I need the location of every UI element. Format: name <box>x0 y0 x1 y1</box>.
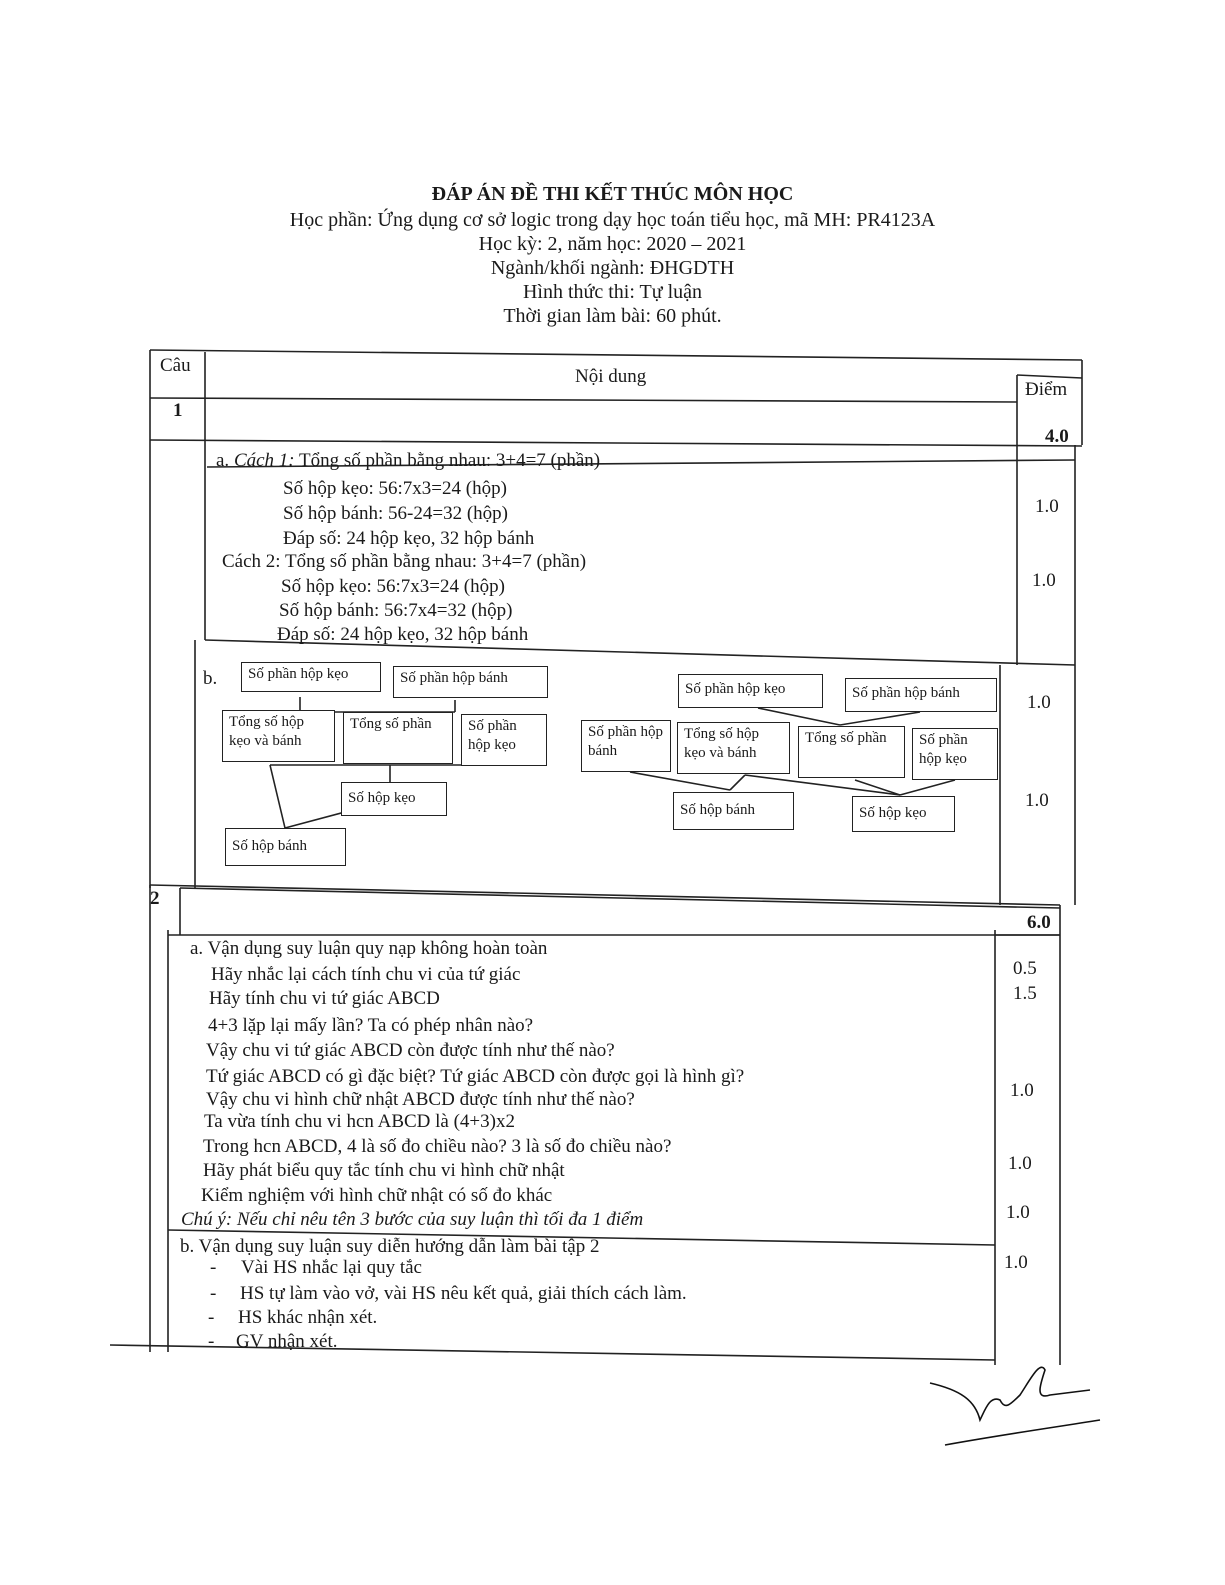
bullet-dash: - <box>210 1257 217 1278</box>
diagram1-box-so-phan-hop-banh: Số phần hộp bánh <box>393 666 548 698</box>
diagram1-box-tong-so-phan: Tổng số phần <box>343 712 453 764</box>
q2-total-score: 6.0 <box>1027 912 1051 933</box>
header-diem: Điểm <box>1025 379 1068 400</box>
q2-b-bullet: HS khác nhận xét. <box>238 1307 378 1328</box>
major-line: Ngành/khối ngành: ĐHGDTH <box>490 257 735 279</box>
semester-line: Học kỳ: 2, năm học: 2020 – 2021 <box>478 233 747 255</box>
q2-b-bullet: GV nhận xét. <box>236 1331 338 1352</box>
q2-score: 1.5 <box>1013 983 1037 1004</box>
signature <box>930 1367 1100 1445</box>
q1-score-b1: 1.0 <box>1027 692 1051 713</box>
q2-a-title: a. Vận dụng suy luận quy nạp không hoàn toàn <box>190 938 548 959</box>
diagram1-box-so-phan-hop-keo-2: Số phần hộp kẹo <box>461 714 547 766</box>
q1-c2-line3: Số hộp bánh: 56:7x4=32 (hộp) <box>279 600 513 621</box>
diagram2-box-so-phan-hop-keo-2: Số phần hộp kẹo <box>912 728 998 780</box>
diagram2-box-so-hop-keo: Số hộp kẹo <box>852 796 955 832</box>
q2-a-line: 4+3 lặp lại mấy lần? Ta có phép nhân nào? <box>208 1015 534 1036</box>
q2-a-line: Kiểm nghiệm với hình chữ nhật có số đo khác <box>201 1185 553 1206</box>
q2-note: Chú ý: Nếu chỉ nêu tên 3 bước của suy luận thì tối đa 1 điểm <box>181 1209 644 1230</box>
diagram1-box-tong-so-hop: Tổng số hộp kẹo và bánh <box>222 710 335 762</box>
q2-b-title: b. Vận dụng suy luận suy diễn hướng dẫn làm bài tập 2 <box>180 1236 600 1257</box>
header-noi-dung: Nội dung <box>575 366 647 387</box>
diagram2-box-tong-so-phan: Tổng số phần <box>798 726 905 778</box>
q1-total-score: 4.0 <box>1045 426 1069 447</box>
diagram1-box-so-phan-hop-keo: Số phần hộp kẹo <box>241 662 381 692</box>
bullet-dash: - <box>210 1283 217 1304</box>
q1-a-cach1: a. Cách 1: Tổng số phần bằng nhau: 3+4=7 (phần) <box>216 450 601 471</box>
q2-b-bullet: Vài HS nhắc lại quy tắc <box>241 1257 422 1278</box>
q2-a-line: Hãy phát biểu quy tắc tính chu vi hình chữ nhật <box>203 1160 565 1181</box>
diagram1-box-so-hop-banh: Số hộp bánh <box>225 828 346 866</box>
q2-score: 1.0 <box>1006 1202 1030 1223</box>
q2-b-bullet: HS tự làm vào vở, vài HS nêu kết quả, giải thích cách làm. <box>240 1283 687 1304</box>
q2-score: 0.5 <box>1013 958 1037 979</box>
q1-score-a2: 1.0 <box>1032 570 1056 591</box>
q2-a-line: Tứ giác ABCD có gì đặc biệt? Tứ giác ABCD còn được gọi là hình gì? <box>206 1066 745 1087</box>
q1-c2-line2: Số hộp kẹo: 56:7x3=24 (hộp) <box>281 576 505 597</box>
diagram2-box-tong-so-hop: Tổng số hộp kẹo và bánh <box>677 722 790 774</box>
page-title: ĐÁP ÁN ĐỀ THI KẾT THÚC MÔN HỌC <box>431 183 794 205</box>
duration-line: Thời gian làm bài: 60 phút. <box>503 305 722 327</box>
format-line: Hình thức thi: Tự luận <box>522 281 703 303</box>
q2-score-b: 1.0 <box>1004 1252 1028 1273</box>
diagram2-box-so-phan-hop-banh: Số phần hộp bánh <box>845 678 997 712</box>
q1-c2-answer: Đáp số: 24 hộp kẹo, 32 hộp bánh <box>277 624 529 645</box>
diagram2-box-so-phan-hop-keo: Số phần hộp kẹo <box>678 674 823 708</box>
diagram2-box-so-phan-hop-banh-2: Số phần hộp bánh <box>581 720 671 772</box>
diagram1-box-so-hop-keo: Số hộp kẹo <box>341 782 447 816</box>
q1-b-label: b. <box>203 668 218 689</box>
q2-a-line: Ta vừa tính chu vi hcn ABCD là (4+3)x2 <box>204 1111 515 1132</box>
bullet-dash: - <box>208 1307 215 1328</box>
q2-number: 2 <box>150 888 160 909</box>
q1-c1-answer: Đáp số: 24 hộp kẹo, 32 hộp bánh <box>283 528 535 549</box>
q2-a-line: Vậy chu vi tứ giác ABCD còn được tính như thế nào? <box>206 1040 615 1061</box>
q1-c1-line2: Số hộp kẹo: 56:7x3=24 (hộp) <box>283 478 507 499</box>
q2-a-line: Trong hcn ABCD, 4 là số đo chiều nào? 3 là số đo chiều nào? <box>203 1136 672 1157</box>
q2-a-line: Hãy nhắc lại cách tính chu vi của tứ giác <box>211 964 521 985</box>
q2-a-line: Hãy tính chu vi tứ giác ABCD <box>209 988 440 1009</box>
q2-a-line: Vậy chu vi hình chữ nhật ABCD được tính như thế nào? <box>206 1089 635 1110</box>
q1-number: 1 <box>173 400 183 421</box>
header-cau: Câu <box>160 355 191 376</box>
bullet-dash: - <box>208 1331 215 1352</box>
diagram2-box-so-hop-banh: Số hộp bánh <box>673 792 794 830</box>
course-line: Học phần: Ứng dụng cơ sở logic trong dạy học toán tiểu học, mã MH: PR4123A <box>289 209 936 231</box>
q1-score-b2: 1.0 <box>1025 790 1049 811</box>
q1-c1-line3: Số hộp bánh: 56-24=32 (hộp) <box>283 503 508 524</box>
q1-c2-line1: Cách 2: Tổng số phần bằng nhau: 3+4=7 (phần) <box>222 551 587 572</box>
q2-score: 1.0 <box>1010 1080 1034 1101</box>
q2-score: 1.0 <box>1008 1153 1032 1174</box>
q1-score-a1: 1.0 <box>1035 496 1059 517</box>
